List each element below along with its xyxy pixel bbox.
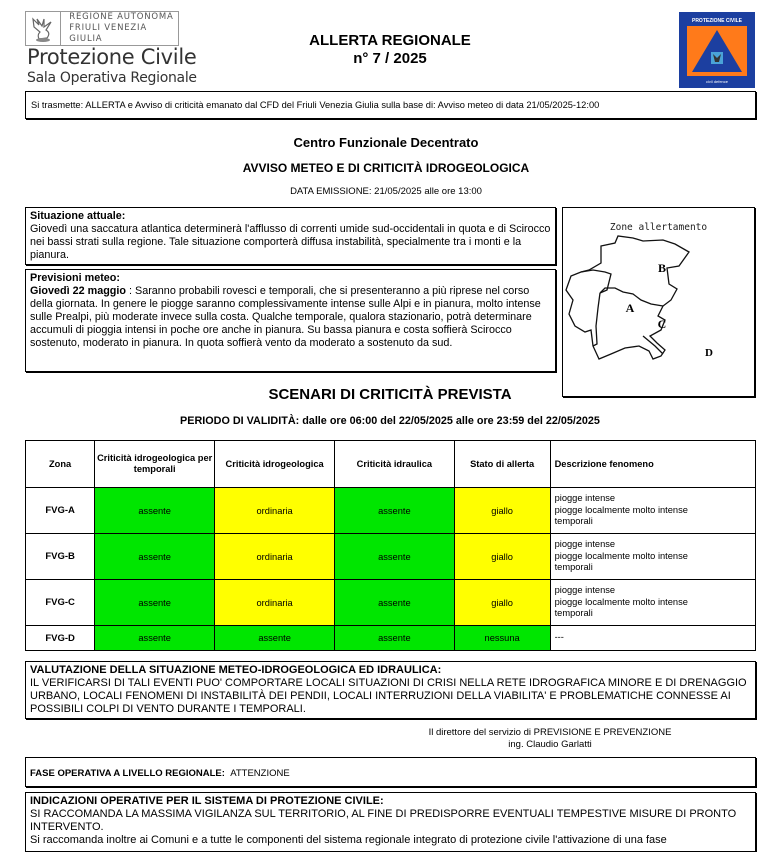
alert-status-cell: giallo (454, 488, 550, 534)
forecast-heading: Previsioni meteo: (30, 272, 121, 284)
hydraulic-criticality-cell: assente (335, 488, 455, 534)
storm-criticality-cell: assente (95, 534, 215, 580)
hydraulic-criticality-cell: assente (335, 580, 455, 626)
description-cell (550, 488, 755, 534)
description-cell (550, 534, 755, 580)
alert-status-cell: giallo (454, 580, 550, 626)
indications-text: SI RACCOMANDA LA MASSIMA VIGILANZA SUL TERRITORIO, AL FINE DI PREDISPORRE EVENTUALI TEMPESTIVE MISURE DI PRONTO INTERVENTO. (30, 808, 737, 833)
zone-a-c-border (593, 293, 600, 346)
header-zone: Zona (26, 441, 95, 488)
hydrogeological-criticality-cell: ordinaria (215, 580, 335, 626)
signature-name: ing. Claudio Garlatti (508, 739, 592, 750)
emission-date: DATA EMISSIONE: 21/05/2025 alle ore 13:00 (290, 186, 482, 197)
region-line-1: REGIONE AUTONOMA (69, 12, 174, 22)
forecast-text: : Saranno probabili rovesci e temporali, che si presenteranno a più riprese nel corso della giornata. In genere le piogge saranno complessivamente intense sulle Alpi e in pianura, molto intense sulle Prealpi, più moderate invece sulla costa. Qualche temporale, qualora stazionario, potrà determinare accumuli di pioggia intensi in poche ore anche in pianura. Su bassa pianura e costa soffierà Scirocco sostenuto, moderato in pianura. In quota soffierà vento da moderato a sostenuto da sud. (30, 285, 541, 349)
forecast-box (25, 269, 556, 372)
hydrogeological-criticality-cell: ordinaria (215, 488, 335, 534)
description-line: temporali (554, 562, 593, 573)
zone-cell: FVG-C (26, 580, 95, 626)
hydraulic-criticality-cell: assente (335, 626, 455, 651)
region-name (61, 12, 178, 45)
description-line: piogge localmente molto intense (554, 504, 688, 515)
notice-subtitle: AVVISO METEO E DI CRITICITÀ IDROGEOLOGICA (242, 161, 530, 175)
region-line-2: FRIULI VENEZIA GIULIA (69, 23, 147, 44)
zone-a-b-border (581, 270, 611, 293)
description-line: piogge intense (554, 585, 616, 596)
zone-cell: FVG-A (26, 488, 95, 534)
description-line: piogge localmente molto intense (554, 596, 688, 607)
description-line: temporali (554, 516, 593, 527)
criticality-table (25, 440, 756, 651)
description-line: temporali (554, 608, 593, 619)
table-row (26, 488, 756, 534)
header-phenomenon-description: Descrizione fenomeno (550, 441, 755, 488)
table-row (26, 580, 756, 626)
eagle-emblem-icon (26, 12, 61, 45)
hydraulic-criticality-cell: assente (335, 534, 455, 580)
operational-phase-box (25, 757, 756, 787)
scenarios-title: SCENARI DI CRITICITÀ PREVISTA (268, 386, 512, 403)
validity-period: PERIODO DI VALIDITÀ: dalle ore 06:00 del 22/05/2025 alle ore 23:59 del 22/05/2025 (180, 415, 600, 427)
storm-criticality-cell: assente (95, 626, 215, 651)
region-outline (566, 236, 689, 359)
hydrogeological-criticality-cell: assente (215, 626, 335, 651)
current-situation-box (25, 207, 556, 265)
header-hydrogeological-criticality: Criticità idrogeologica (215, 441, 335, 488)
evaluation-heading: VALUTAZIONE DELLA SITUAZIONE METEO-IDROGEOLOGICA ED IDRAULICA: (30, 664, 442, 676)
svg-text:civil defence: civil defence (705, 79, 729, 84)
description-cell (550, 580, 755, 626)
transmission-notice: Si trasmette: ALLERTA e Avviso di criticità emanato dal CFD del Friuli Venezia Giulia sulla base di: Avviso meteo di data 21/05/2025-12:00 (25, 91, 756, 119)
description-line: piogge intense (554, 493, 616, 504)
signature-role: Il direttore del servizio di PREVISIONE E PREVENZIONE (428, 727, 672, 738)
evaluation-box (25, 661, 756, 719)
zone-cell: FVG-B (26, 534, 95, 580)
alert-status-cell: nessuna (454, 626, 550, 651)
signature-block (400, 727, 700, 751)
table-row (26, 626, 756, 651)
hydrogeological-criticality-cell: ordinaria (215, 534, 335, 580)
zone-label-c: C (657, 317, 667, 331)
map-title: Zone allertamento (609, 222, 708, 233)
indications-heading: INDICAZIONI OPERATIVE PER IL SISTEMA DI PROTEZIONE CIVILE: (30, 795, 384, 807)
zone-label-b: B (657, 261, 667, 275)
region-border (566, 236, 689, 359)
alert-status-cell: giallo (454, 534, 550, 580)
description-line: piogge intense (554, 539, 616, 550)
description-cell: --- (550, 626, 755, 651)
zone-label-a: A (625, 301, 635, 315)
situation-heading: Situazione attuale: (30, 210, 126, 222)
table-row (26, 534, 756, 580)
header-hydraulic-criticality: Criticità idraulica (335, 441, 455, 488)
region-logo (25, 11, 179, 46)
header-alert-status: Stato di allerta (454, 441, 550, 488)
brand-subtitle: Sala Operativa Regionale (27, 70, 197, 86)
center-title: Centro Funzionale Decentrato (293, 135, 479, 150)
alert-zones-map (562, 207, 755, 397)
operational-indications-box (25, 792, 756, 852)
storm-criticality-cell: assente (95, 580, 215, 626)
header-storm-criticality: Criticità idrogeologica per temporali (95, 441, 215, 488)
svg-text:PROTEZIONE CIVILE: PROTEZIONE CIVILE (691, 18, 743, 24)
document-title (270, 32, 510, 68)
alert-number: n° 7 / 2025 (353, 50, 427, 67)
civil-protection-logo (679, 12, 755, 88)
operational-phase-label: FASE OPERATIVA A LIVELLO REGIONALE: (30, 768, 225, 779)
evaluation-text: IL VERIFICARSI DI TALI EVENTI PUO' COMPORTARE LOCALI SITUAZIONI DI CRISI NELLA RETE IDROGRAFICA MINORE E DI DRENAGGIO URBANO, LOCALI FENOMENI DI INSTABILITÀ DEI PENDII, LOCALI INTERRUZIONI DELLA VIABILITA' E PROBLEMATICHE CONNESSE AI POSSIBILI COLPI DI VENTO DURANTE I TEMPORALI. (30, 677, 747, 715)
situation-text: Giovedì una saccatura atlantica determinerà l'afflusso di correnti umide sud-occidentali in quota e di Scirocco nei bassi strati sulla regione. Tale situazione comporterà diffusa instabilità, specialmente tra i monti e la pianura. (30, 223, 551, 261)
zone-cell: FVG-D (26, 626, 95, 651)
forecast-day: Giovedì 22 maggio (30, 285, 126, 297)
operational-phase-value: ATTENZIONE (230, 768, 290, 779)
description-line: piogge localmente molto intense (554, 550, 688, 561)
table-header-row (26, 441, 756, 488)
storm-criticality-cell: assente (95, 488, 215, 534)
indications-text-2: Si raccomanda inoltre ai Comuni e a tutte le componenti del sistema regionale integrato di protezione civile l'attivazione di una fase (30, 834, 667, 846)
alert-title: ALLERTA REGIONALE (309, 32, 471, 49)
brand-title: Protezione Civile (27, 45, 197, 69)
zone-label-d: D (705, 347, 713, 359)
